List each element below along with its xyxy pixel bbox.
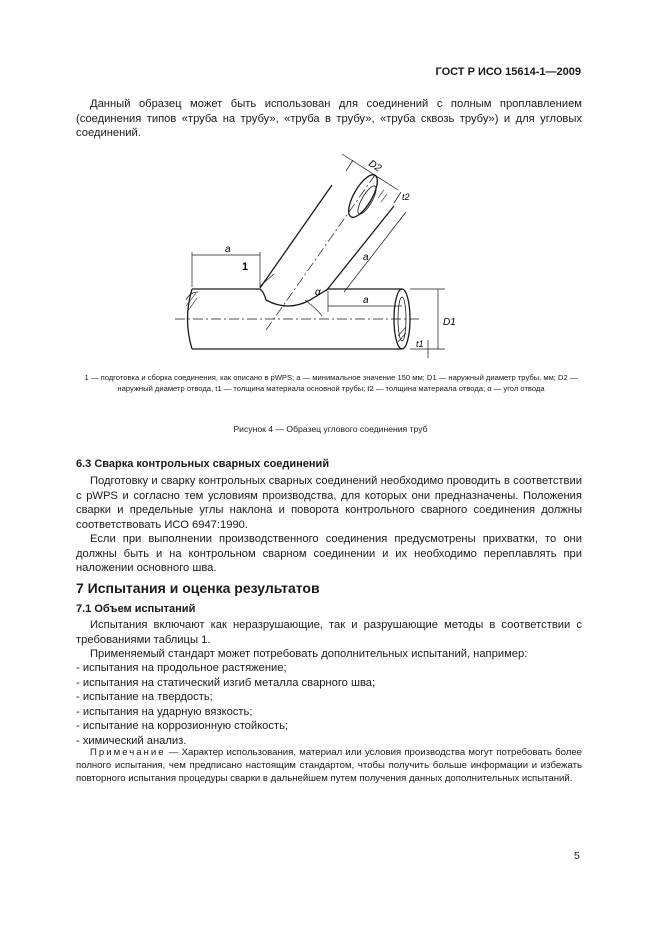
list-item: - испытания на ударную вязкость; (76, 705, 253, 718)
intro-paragraph: Данный образец может быть использован для соединений с полным проплавлением (соединения типов «труба на трубу», «труба в трубу», «труба сквозь трубу») и для угловых соединений. (76, 98, 582, 140)
section-7-1-paragraph-1: Испытания включают как неразрушающие, так и разрушающие методы в соответствии с требованиями таблицы 1. (76, 619, 582, 646)
dimension-label-t2: t2 (402, 192, 410, 202)
figure-callout-1: 1 (242, 261, 249, 273)
section-6-3-paragraph-1: Подготовку и сварку контрольных сварных соединений необходимо проводить в соответствии с pWPS и согласно тем условиям производства, для которых они предназначены. Положения сварки и предельные углы наклона и поворота контрольного сварного соединения должны соответствовать ИСО 6947:1990. (76, 475, 582, 531)
document-code: ГОСТ Р ИСО 15614-1—2009 (435, 66, 581, 78)
dimension-label-a-right: a (363, 295, 369, 306)
list-item: - испытания на продольное растяжение; (76, 662, 287, 674)
note-label: Примечание (90, 747, 166, 758)
section-heading-7: 7 Испытания и оценка результатов (76, 580, 320, 596)
section-7-1-paragraph-2: Применяемый стандарт может потребовать дополнительных испытаний, например: (90, 648, 528, 660)
list-item: - испытание на твердость; (76, 691, 213, 704)
section-heading-7-1: 7.1 Объем испытаний (76, 603, 196, 615)
section-heading-6-3: 6.3 Сварка контрольных сварных соединений (76, 458, 330, 470)
figure-legend: 1 — подготовка и сборка соединения, как описано в pWPS; a — минимальное значение 150 мм; D1 — наружный диаметр трубы, мм; D2 — наружный диаметр отвода, t1 — толщина материала основной трубы; t2 — толщина материала отвода; α — угол отвода (84, 373, 578, 393)
dimension-label-a-branch: a (363, 252, 369, 263)
additional-tests-list (76, 661, 582, 749)
dimension-label-a-left: a (225, 244, 231, 255)
note-paragraph (76, 746, 582, 786)
figure-caption: Рисунок 4 — Образец углового соединения труб (233, 424, 428, 434)
list-item: - химический анализ. (76, 734, 187, 747)
dimension-label-d1: D1 (443, 317, 456, 328)
dimension-label-d2: D2 (366, 158, 384, 175)
note-text: — Характер использования, материал или условия производства могут потребовать более полного испытания, чем предписано настоящим стандартом, чтобы получить больше информации и избежать повторного испытания процедуры сварки в дальнейшем путем получения данных дополнительных испытаний. (76, 747, 583, 785)
section-6-3-paragraph-2: Если при выполнении производственного соединения предусмотрены прихватки, то они должны быть и на контрольном сварном соединении и их необходимо переплавлять при наложении основного шва. (76, 533, 582, 575)
page-number: 5 (574, 850, 580, 862)
dimension-label-t1: t1 (416, 339, 424, 349)
figure-pipe-branch-joint (170, 140, 460, 365)
list-item: - испытания на статический изгиб металла сварного шва; (76, 676, 376, 689)
angle-label-alpha: α (315, 287, 321, 298)
list-item: - испытание на коррозионную стойкость; (76, 720, 289, 733)
